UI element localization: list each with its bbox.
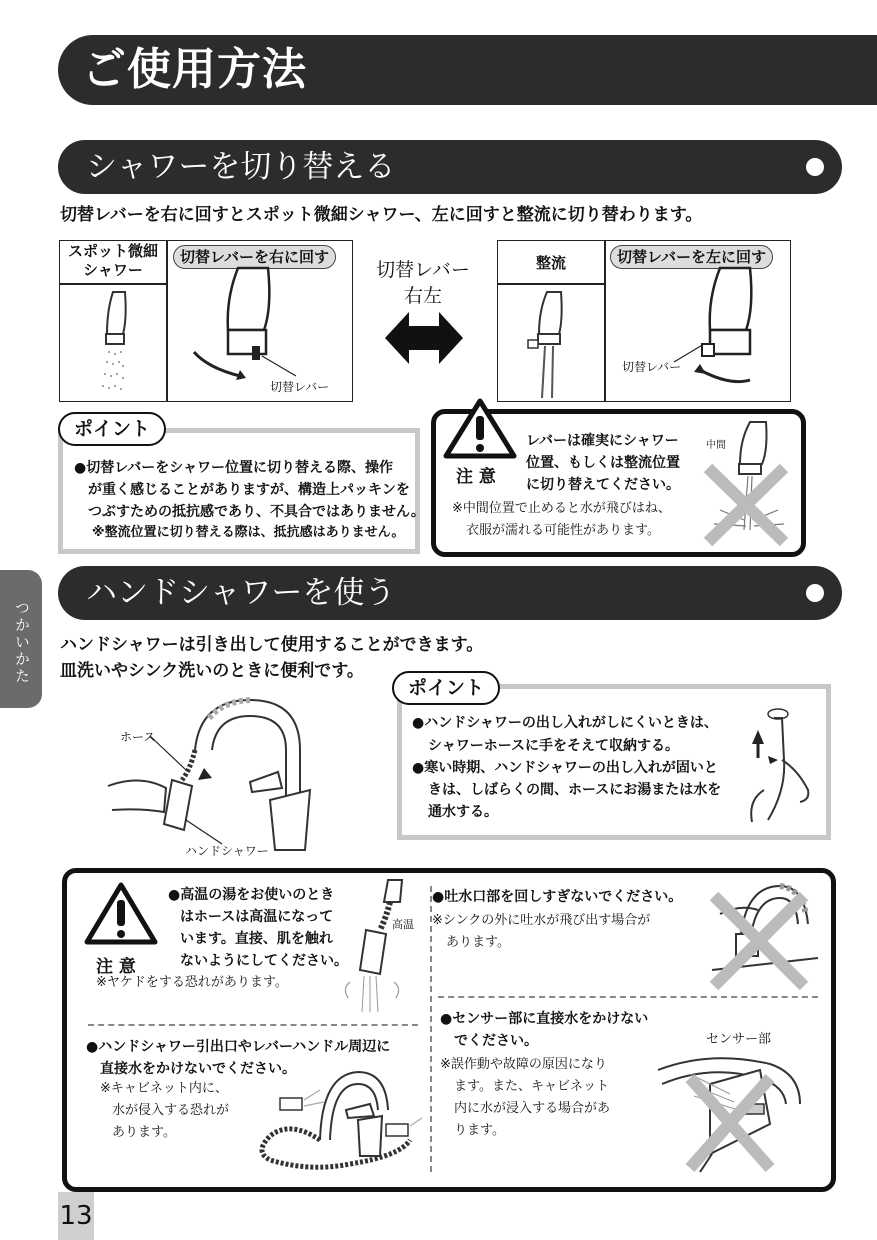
hand-shower-illustration (100, 690, 320, 860)
outlet-note-2: 水が侵入する恐れが (112, 1103, 230, 1118)
section1-heading: シャワーを切り替える (86, 149, 396, 185)
hot-hose-illustration (340, 878, 420, 1018)
caution1-line-1: レバーは確実にシャワー (526, 433, 679, 449)
hot-line-4: ないようにしてください。 (180, 953, 348, 969)
point2-line-3: ●寒い時期、ハンドシャワーの出し入れが固いと (412, 760, 718, 776)
hot-note: ※ヤケドをする恐れがあります。 (96, 975, 288, 990)
middle-position-illustration (700, 420, 790, 544)
page-title: ご使用方法 (82, 44, 307, 95)
laminar-illustration (525, 290, 575, 400)
center-lever-label: 切替レバー (376, 259, 470, 281)
section2-lead-1: ハンドシャワーは引き出して使用することができます。 (60, 635, 484, 655)
section1-dot-icon (806, 158, 824, 176)
hose-insert-illustration (748, 700, 818, 824)
outlet-note-1: ※キャビネット内に、 (100, 1081, 228, 1096)
spout-line: ●吐水口部を回しすぎないでください。 (432, 889, 683, 905)
sensor-illustration (650, 1044, 810, 1174)
point-tag-1: ポイント (58, 412, 166, 446)
spout-note-2: あります。 (446, 935, 510, 950)
point1-line-4: ※整流位置に切り替える際は、抵抗感はありません。 (92, 525, 405, 540)
warning-icon (444, 398, 516, 460)
hot-tag: 高温 (392, 918, 414, 931)
sensor-note-1: ※誤作動や故障の原因になり (440, 1057, 607, 1072)
page-number: 13 (58, 1192, 94, 1240)
double-arrow-icon (385, 312, 463, 364)
sensor-line-2: でください。 (454, 1033, 538, 1049)
point-tag-2: ポイント (392, 671, 500, 705)
middle-label: 中間 (706, 440, 726, 451)
center-direction-label: 右左 (403, 285, 442, 307)
hand-shower-label: ハンドシャワー (185, 844, 269, 858)
laminar-label: 整流 (535, 254, 566, 272)
hose-label: ホース (120, 730, 156, 744)
left-divider (88, 1024, 418, 1026)
sensor-line-1: ●センサー部に直接水をかけない (440, 1011, 649, 1027)
outlet-note-3: あります。 (112, 1125, 176, 1140)
spot-shower-label: スポット微細 シャワー (67, 242, 158, 279)
turn-left-label: 切替レバーを左に回す (610, 245, 773, 269)
outlet-line-1: ●ハンドシャワー引出口やレバーハンドル周辺に (86, 1039, 391, 1055)
hot-line-3: います。直接、肌を触れ (180, 931, 333, 947)
section2-dot-icon (806, 584, 824, 602)
caution1-line-2: 位置、もしくは整流位置 (526, 455, 680, 471)
spot-shower-illustration (95, 290, 135, 400)
sensor-note-4: ります。 (454, 1123, 505, 1138)
section2-lead-2: 皿洗いやシンク洗いのときに便利です。 (60, 661, 364, 681)
sensor-note-2: ます。また、キャビネット (454, 1079, 609, 1094)
spout-rotation-illustration (700, 874, 820, 992)
point2-line-5: 通水する。 (428, 804, 498, 820)
side-tab-label: つかいかた (13, 600, 31, 685)
turn-right-label: 切替レバーを右に回す (173, 245, 336, 269)
point2-line-2: シャワーホースに手をそえて収納する。 (428, 738, 680, 754)
right-divider (438, 996, 818, 998)
caution1-line-3: に切り替えてください。 (526, 477, 680, 493)
point1-line-1: ●切替レバーをシャワー位置に切り替える際、操作 (74, 460, 393, 476)
hot-line-2: はホースは高温になって (180, 909, 334, 925)
sensor-label: センサー部 (706, 1032, 772, 1047)
spout-note-1: ※シンクの外に吐水が飛び出す場合が (432, 913, 651, 928)
outlet-line-2: 直接水をかけないでください。 (100, 1061, 296, 1077)
point2-line-4: きは、しばらくの間、ホースにお湯または水を (428, 782, 722, 798)
section2-heading: ハンドシャワーを使う (86, 575, 396, 611)
lever-right-illustration (190, 268, 340, 393)
point1-line-3: つぶすための抵抗感であり、不具合ではありません。 (88, 504, 425, 520)
sensor-note-3: 内に水が浸入する場合があ (454, 1101, 611, 1116)
lever-label-right: 切替レバー (622, 360, 682, 374)
outlet-illustration (250, 1060, 425, 1172)
section1-lead: 切替レバーを右に回すとスポット微細シャワー、左に回すと整流に切り替わります。 (60, 205, 703, 225)
point1-line-2: が重く感じることがありますが、構造上パッキンを (88, 482, 410, 498)
caution-label-2: 注 意 (96, 957, 136, 977)
caution-label-1: 注 意 (456, 467, 496, 487)
caution1-note-2: 衣服が濡れる可能性があります。 (466, 523, 660, 538)
caution1-note-1: ※中間位置で止めると水が飛びはね、 (452, 501, 671, 516)
lever-label-left: 切替レバー (270, 380, 330, 394)
hot-line-1: ●高温の湯をお使いのとき (168, 887, 335, 903)
warning-icon-2 (85, 882, 157, 946)
point2-line-1: ●ハンドシャワーの出し入れがしにくいときは、 (412, 715, 718, 731)
